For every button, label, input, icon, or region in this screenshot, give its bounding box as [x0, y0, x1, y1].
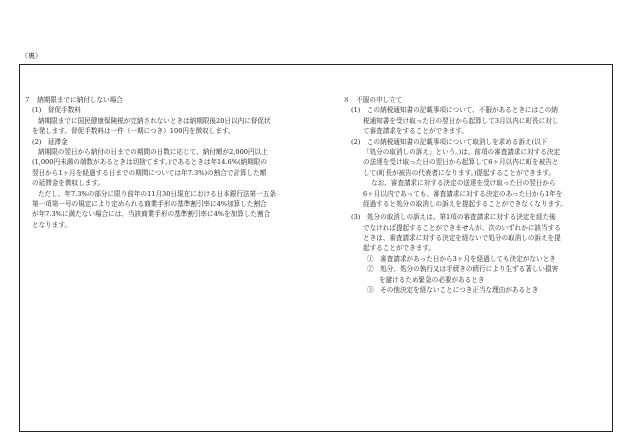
left-column-line: を発します。督促手数料は一件（一期につき）100円を徴収します。 — [32, 127, 235, 136]
left-column-line: 翌日から1ヶ月を経過する日までの期間については年7.3%)の割合で計算した額 — [32, 168, 267, 177]
left-column-line: が年7.3%に満たない場合には、当該商業手形の基準割引率に4%を加算した割合 — [32, 210, 271, 219]
left-column-line: 納期限までに国民健康保険税が完納されないときは納期限後20日以内に督促状 — [38, 116, 271, 125]
right-column-line: ② 処分、処分の執行又は手続きの続行により生ずる著しい損害 — [367, 265, 559, 274]
left-column-line: (1,000円未満の端数があるときは切捨てます。)であるときは年14.6%(納期限の — [32, 158, 267, 167]
right-column-line: でなければ提起することができませんが、次のいずれかに該当する — [363, 223, 561, 232]
left-column-line: (2) 延滞金 — [32, 137, 68, 146]
left-column-line: ７ 納期限までに納付しない場合 — [24, 96, 123, 104]
right-column-line: 税通知書を受け取った日の翌日から起算して3月以内に町長に対し — [363, 116, 559, 125]
right-column-line: (2) この納税通知書の記載事項について取消しを求める訴え(以下 — [351, 137, 548, 146]
right-column-line: て審査請求をすることができます。 — [363, 127, 468, 136]
right-column-line: して(町長が被告の代表者になります。)提起することができます。 — [363, 168, 556, 177]
page-side-label: （裏） — [21, 52, 42, 60]
left-column-line: 納期限の翌日から納付の日までの期間の日数に応じて、納付額が2,000円以上 — [38, 147, 268, 156]
left-column-overdue-payment — [24, 95, 276, 230]
left-column-line: 第一項第一号の規定により定められる商業手形の基準割引率に4%加算した割合 — [32, 199, 267, 208]
right-column-line: (1) この納税通知書の記載事項について、不服があるときにはこの納 — [351, 106, 558, 115]
right-column-line: 経過すると処分の取消しの訴えを提起することができなくなります。 — [363, 199, 567, 208]
right-column-line: を避けるため緊急の必要があるとき — [379, 275, 485, 284]
right-column-line: 「処分の取消しの訴え」という。)は、前項の審査請求に対する決定 — [363, 147, 561, 156]
right-column-line: ときは、審査請求に対する決定を経ないで処分の取消しの訴えを提 — [363, 234, 561, 243]
right-column-appeals — [343, 95, 567, 295]
right-column-line: ８ 不服の申し立て — [343, 96, 403, 104]
left-column-line: ただし、年7.3%の部分に限り前年の11月30日現在における日本銀行法第一五条 — [38, 189, 276, 198]
right-column-line: 起することができます。 — [363, 244, 436, 253]
right-column-line: の送達を受け取った日の翌日から起算して6ヶ月以内に町を被告と — [363, 158, 559, 167]
right-column-line: ① 審査請求があった日から3ヶ月を経過しても決定がないとき — [367, 254, 556, 263]
left-column-line: となります。 — [32, 220, 72, 229]
right-column-line: ③ その他決定を経ないことにつき正当な理由があるとき — [367, 286, 539, 295]
left-column-line: (1) 督促手数料 — [32, 106, 81, 115]
right-column-line: 6ヶ月以内であっても、審査請求に対する決定のあった日から1年を — [363, 189, 563, 198]
right-column-line: (3) 処分の取消しの訴えは、第1項の審査請求に対する決定を経た後 — [351, 213, 556, 222]
right-column-line: なお、審査請求に対する決定の送達を受け取った日の翌日から — [371, 179, 556, 188]
left-column-line: の延滞金を徴収します。 — [32, 179, 105, 188]
